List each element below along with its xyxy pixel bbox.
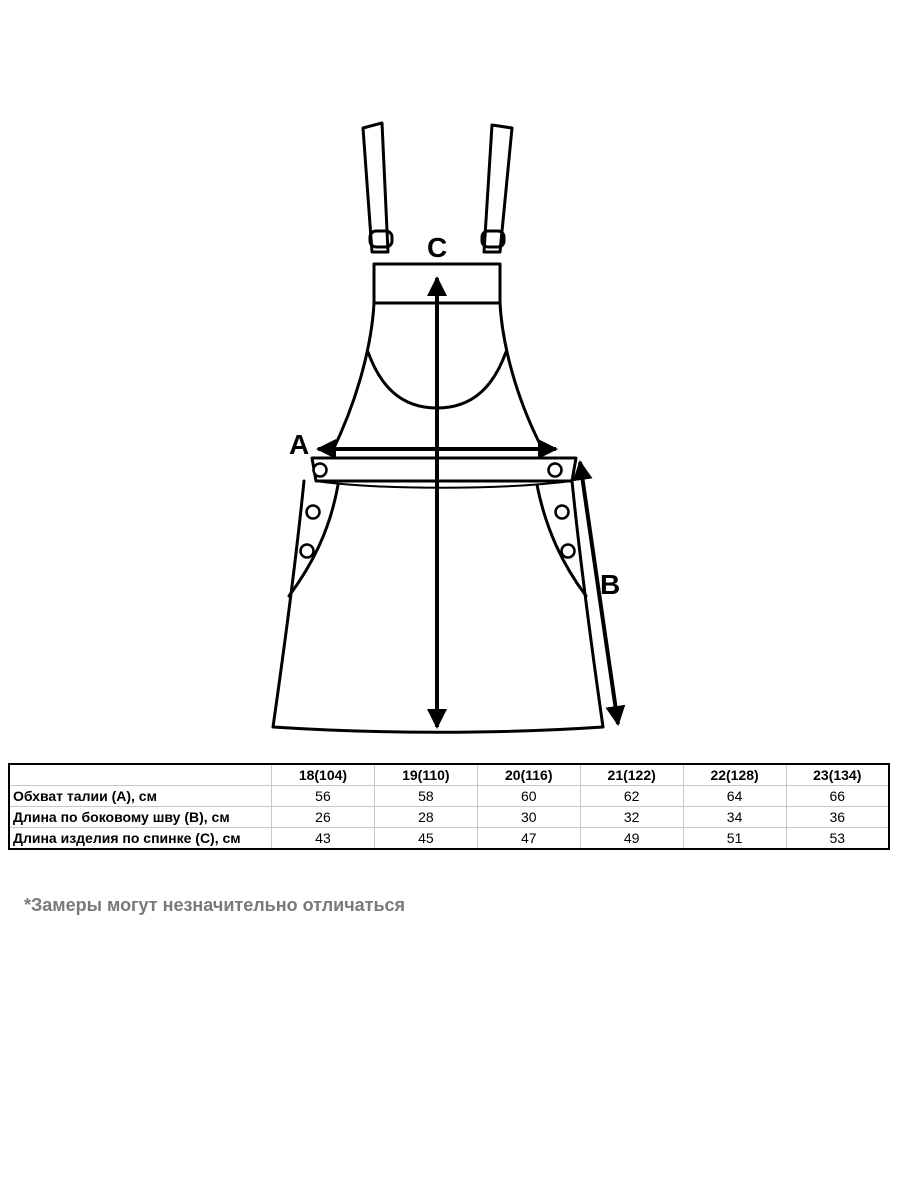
size-header: 19(110) (374, 764, 477, 786)
waistband (312, 458, 576, 481)
measurement-disclaimer: *Замеры могут незначительно отличаться (24, 895, 406, 915)
table-cell: 60 (477, 786, 580, 807)
table-cell: 43 (272, 828, 375, 850)
size-table (8, 763, 890, 850)
size-header: 21(122) (580, 764, 683, 786)
table-corner-cell (9, 764, 272, 786)
row-label: Длина по боковому шву (В), см (9, 807, 272, 828)
size-header: 18(104) (272, 764, 375, 786)
table-cell: 56 (272, 786, 375, 807)
button-icon (314, 464, 327, 477)
label-a: A (289, 429, 310, 460)
button-icon (549, 464, 562, 477)
table-cell: 34 (683, 807, 786, 828)
table-cell: 30 (477, 807, 580, 828)
button-icon (562, 545, 575, 558)
table-cell: 28 (374, 807, 477, 828)
left-strap (363, 123, 388, 252)
table-row (9, 786, 889, 807)
size-header: 22(128) (683, 764, 786, 786)
table-row (9, 807, 889, 828)
table-cell: 36 (786, 807, 889, 828)
row-label: Длина изделия по спинке (С), см (9, 828, 272, 850)
table-cell: 47 (477, 828, 580, 850)
size-header: 20(116) (477, 764, 580, 786)
table-cell: 64 (683, 786, 786, 807)
right-strap (484, 125, 512, 252)
table-cell: 26 (272, 807, 375, 828)
table-cell: 49 (580, 828, 683, 850)
label-b: B (600, 569, 621, 600)
table-row (9, 828, 889, 850)
size-header: 23(134) (786, 764, 889, 786)
table-cell: 51 (683, 828, 786, 850)
button-icon (307, 506, 320, 519)
button-icon (301, 545, 314, 558)
table-cell: 53 (786, 828, 889, 850)
table-cell: 32 (580, 807, 683, 828)
table-header-row (9, 764, 889, 786)
label-c: C (427, 232, 448, 263)
row-label: Обхват талии (А), см (9, 786, 272, 807)
table-cell: 66 (786, 786, 889, 807)
table-cell: 58 (374, 786, 477, 807)
table-cell: 45 (374, 828, 477, 850)
button-icon (556, 506, 569, 519)
table-cell: 62 (580, 786, 683, 807)
